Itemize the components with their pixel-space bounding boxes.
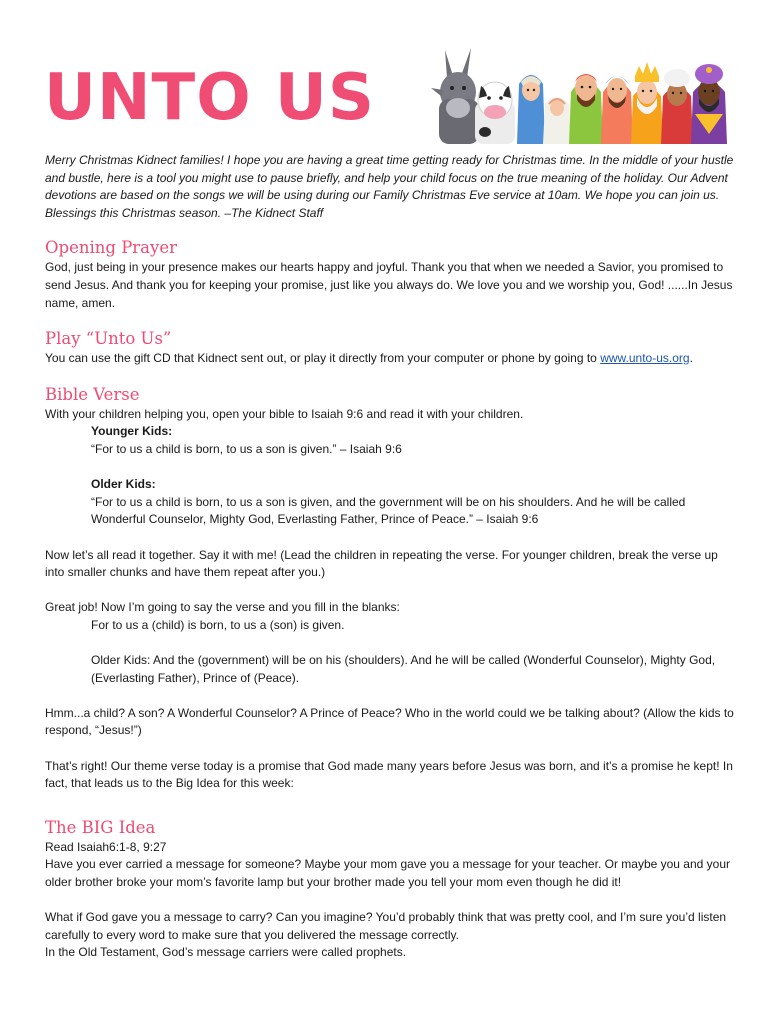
mary-icon <box>517 75 545 144</box>
fill-blanks-intro: Great job! Now I’m going to say the verse and you fill in the blanks: <box>45 600 400 615</box>
younger-kids-verse: “For to us a child is born, to us a son is given.” – Isaiah 9:6 <box>91 441 402 456</box>
big-idea-paragraph-3: In the Old Testament, God’s message carriers were called prophets. <box>45 945 407 960</box>
cow-icon <box>475 82 515 144</box>
big-idea-read: Read Isaiah6:1-8, 9:27 <box>45 839 167 854</box>
baby-jesus-icon <box>543 97 571 144</box>
wise-man-white-turban-icon <box>661 69 693 144</box>
page-title: UNTO US <box>44 61 375 135</box>
question-paragraph: Hmm...a child? A son? A Wonderful Counselor? A Prince of Peace? Who in the world could we be talking about? (Allow the kids to respond, “Jesus!”) <box>45 705 734 738</box>
older-kids-verse: “For to us a child is born, to us a son is given, and the government will be on his shoulders. And he will be called Wonderful Counselor, Mighty God, Everlasting Father, Prince of Peace.” – Isaiah 9:6 <box>91 494 686 527</box>
fill-blanks-older: Older Kids: And the (government) will be on his (shoulders). And he will be called (Wonderful Counselor), Mighty God, (Everlasting Father), Prince of (Peace). <box>91 653 716 685</box>
play-period: . <box>689 351 693 366</box>
big-idea-heading: The BIG Idea <box>45 817 156 837</box>
devotion-body <box>45 152 735 962</box>
read-together-paragraph: Now let’s all read it together. Say it with me! (Lead the children in repeating the verse. For younger children, break the verse up into smaller chunks and have them repeat after you.) <box>45 547 718 580</box>
shepherd-icon <box>601 76 633 144</box>
play-paragraph <box>45 350 735 368</box>
bible-verse-intro: With your children helping you, open your bible to Isaiah 9:6 and read it with your children. <box>45 406 524 421</box>
thats-right-paragraph: That’s right! Our theme verse today is a promise that God made many years before Jesus was born, and it’s a promise he kept! In fact, that leads us to the Big Idea for this week: <box>45 758 733 791</box>
younger-kids-label: Younger Kids: <box>91 424 173 439</box>
wise-man-purple-turban-icon <box>691 64 727 144</box>
joseph-icon <box>569 74 603 144</box>
big-idea-paragraph-1: Have you ever carried a message for someone? Maybe your mom gave you a message for your teacher. Or maybe you and your older brother broke your mom’s favorite lamp but your brother made you tell your mom even though he did it! <box>45 857 731 889</box>
donkey-icon <box>431 48 479 144</box>
nativity-illustration <box>425 44 730 144</box>
big-idea-paragraph-2: What if God gave you a message to carry? Can you imagine? You’d probably think that was pretty cool, and I’m sure you’d listen carefully to every word to make sure that you delivered the message correctly. <box>45 910 727 942</box>
play-heading: Play “Unto Us” <box>45 329 172 349</box>
older-kids-label: Older Kids: <box>91 477 156 492</box>
bible-verse-heading: Bible Verse <box>45 384 140 404</box>
wise-man-crown-icon <box>631 62 663 144</box>
play-text: You can use the gift CD that Kidnect sent out, or play it directly from your computer or phone by going to <box>45 351 597 366</box>
fill-blanks-younger: For to us a (child) is born, to us a (son) is given. <box>91 617 345 632</box>
unto-us-link[interactable]: www.unto-us.org <box>600 351 690 366</box>
intro-paragraph: Merry Christmas Kidnect families! I hope you are having a great time getting ready for Christmas time. In the middle of your hustle and bustle, here is a tool you might use to pause briefly, and help your child focus on the true meaning of the holiday. Our Advent devotions are based on the songs we will be using during our Family Christmas Eve service at 10am. We hope you can join us. Blessings this Christmas season. –The Kidnect Staff <box>45 153 734 220</box>
opening-prayer-text: God, just being in your presence makes our hearts happy and joyful. Thank you that when we needed a Savior, you promised to send Jesus. And thank you for keeping your promise, just like you always do. We love you and we worship you, God! ......In Jesus name, amen. <box>45 260 733 310</box>
opening-prayer-heading: Opening Prayer <box>45 238 177 258</box>
